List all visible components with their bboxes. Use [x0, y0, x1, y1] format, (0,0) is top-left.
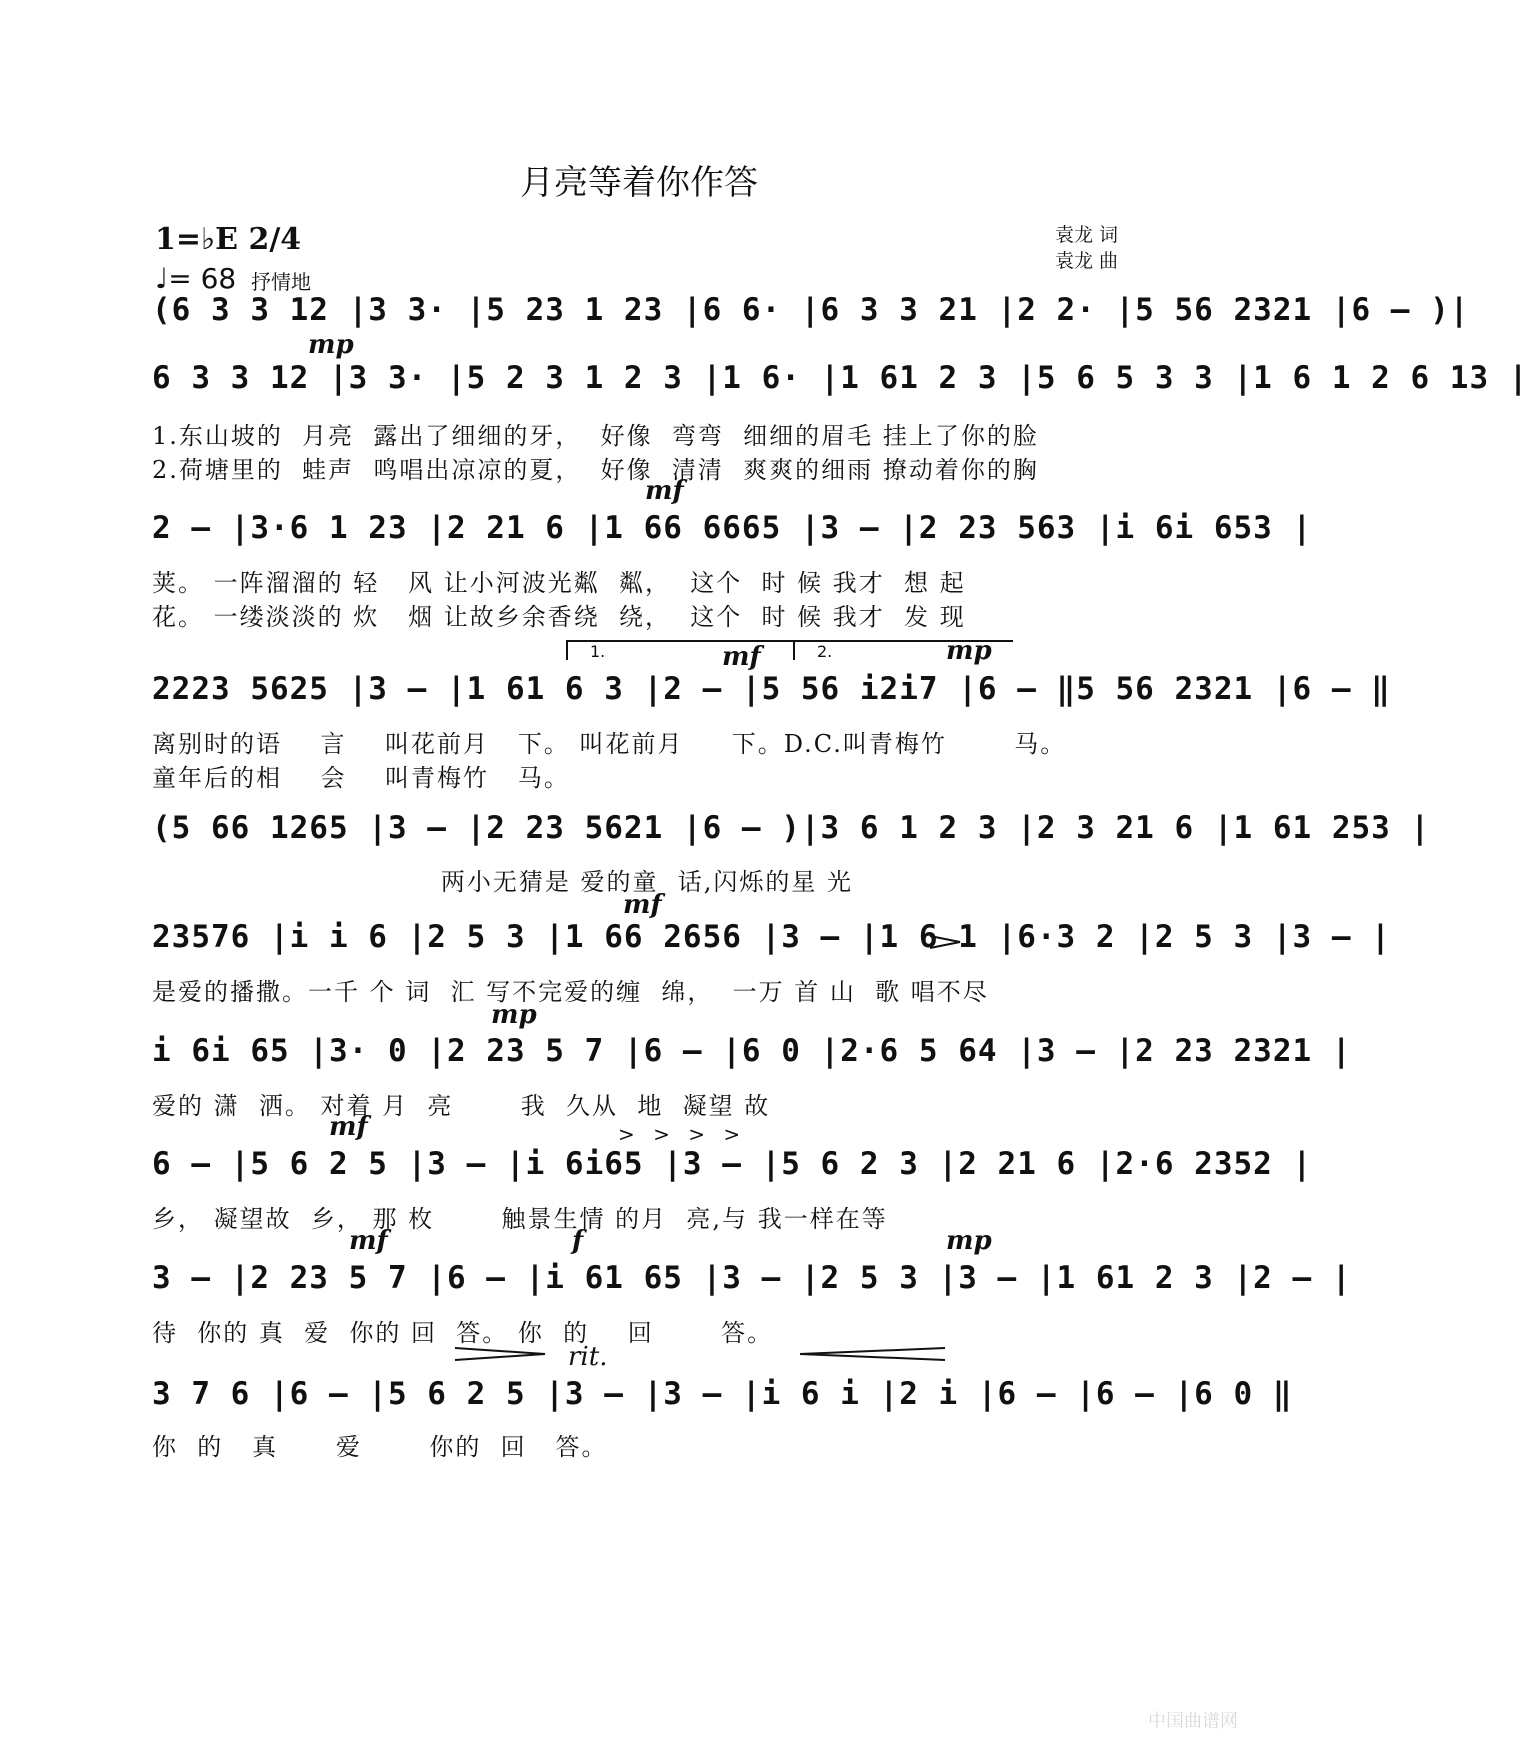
ritardando-mark: rit.	[568, 1342, 608, 1372]
dynamic-mf: mf	[645, 476, 684, 506]
lyric-line-5: 两小无猜是 爱的童 话,闪烁的星 光	[152, 868, 854, 896]
tempo-marking: ♩= 68	[155, 262, 237, 295]
decrescendo-hairpin	[455, 1348, 545, 1360]
lyric-line-2b: 2.荷塘里的 蛙声 鸣唱出凉凉的夏， 好像 清清 爽爽的细雨 撩动着你的胸	[152, 456, 1039, 484]
dynamic-mp: mp	[308, 330, 354, 360]
notation-system-5: (5 66 1265 |3 – |2 23 5621 |6 – )|3 6 1 2 3 |2 3 21 6 |1 61 253 |	[152, 810, 1431, 846]
lyric-line-2a: 1.东山坡的 月亮 露出了细细的牙， 好像 弯弯 细细的眉毛 挂上了你的脸	[152, 422, 1039, 450]
lyric-line-8: 乡， 凝望故 乡， 那 枚 触景生情 的月 亮,与 我一样在等	[152, 1205, 888, 1233]
lyric-line-4b: 童年后的相 会 叫青梅竹 马。	[152, 764, 570, 792]
notation-system-8: 6 – |5 6 2 5 |3 – |i 6i65 |3 – |5 6 2 3 |2 21 6 |2·6 2352 |	[152, 1146, 1313, 1182]
notation-system-10: 3 7 6 |6 – |5 6 2 5 |3 – |3 – |i 6 i |2 i |6 – |6 – |6 0 ‖	[152, 1376, 1293, 1412]
volta-bracket-2: 2.	[793, 640, 1013, 660]
lyricist-credit: 袁龙 词	[1054, 224, 1118, 246]
lyric-line-7: 爱的 潇 洒。 对着 月 亮 我 久从 地 凝望 故	[152, 1092, 771, 1120]
dynamic-mp: mp	[491, 1000, 537, 1030]
dynamic-mf: mf	[329, 1112, 368, 1142]
dynamic-mf: mf	[722, 642, 761, 672]
key-signature: 1=♭E 2/4	[155, 222, 302, 257]
crescendo-hairpin	[800, 1348, 945, 1360]
dynamic-mp: mp	[946, 1226, 992, 1256]
lyric-line-3b: 花。 一缕淡淡的 炊 烟 让故乡余香绕 绕， 这个 时 候 我才 发 现	[152, 603, 966, 631]
notation-system-1: (6 3 3 12 |3 3· |5 23 1 23 |6 6· |6 3 3 21 |2 2· |5 56 2321 |6 – )|	[152, 292, 1470, 328]
notation-system-6: 23576 |i i 6 |2 5 3 |1 66 2656 |3 – |1 6 1 |6·3 2 |2 5 3 |3 – |	[152, 919, 1391, 955]
volta-bracket-1: 1.	[566, 640, 808, 660]
dynamic-mf: mf	[349, 1226, 388, 1256]
lyric-line-4a: 离别时的语 言 叫花前月 下。 叫花前月 下。D.C.叫青梅竹 马。	[152, 730, 1067, 758]
dynamic-mp: mp	[946, 636, 992, 666]
notation-system-4: 2223 5625 |3 – |1 61 6 3 |2 – |5 56 i2i7 |6 – ‖5 56 2321 |6 – ‖	[152, 671, 1391, 707]
lyric-line-9: 待 你的 真 爱 你的 回 答。 你 的 回 答。	[152, 1319, 774, 1347]
watermark-logo: 中国曲谱网	[1148, 1711, 1238, 1732]
notation-system-2: 6 3 3 12 |3 3· |5 2 3 1 2 3 |1 6· |1 61 2 3 |5 6 5 3 3 |1 6 1 2 6 13 |	[152, 360, 1528, 396]
accent-marks: > > > >	[618, 1122, 747, 1146]
expression-marking: 抒情地	[251, 270, 311, 294]
dynamic-mf: mf	[623, 890, 662, 920]
notation-system-9: 3 – |2 23 5 7 |6 – |i 61 65 |3 – |2 5 3 |3 – |1 61 2 3 |2 – |	[152, 1260, 1352, 1296]
notation-system-7: i 6i 65 |3· 0 |2 23 5 7 |6 – |6 0 |2·6 5 64 |3 – |2 23 2321 |	[152, 1033, 1352, 1069]
composer-credit: 袁龙 曲	[1054, 250, 1118, 272]
notation-system-3: 2 – |3·6 1 23 |2 21 6 |1 66 6665 |3 – |2 23 563 |i 6i 653 |	[152, 510, 1313, 546]
page-title: 月亮等着你作答	[520, 163, 758, 203]
lyric-line-3a: 荚。 一阵溜溜的 轻 风 让小河波光粼 粼， 这个 时 候 我才 想 起	[152, 569, 966, 597]
lyric-line-10: 你 的 真 爱 你的 回 答。	[152, 1433, 608, 1461]
lyric-line-6: 是爱的播撒。一千 个 词 汇 写不完爱的缠 绵， 一万 首 山 歌 唱不尽	[152, 978, 989, 1006]
dynamic-f: f	[572, 1226, 584, 1256]
